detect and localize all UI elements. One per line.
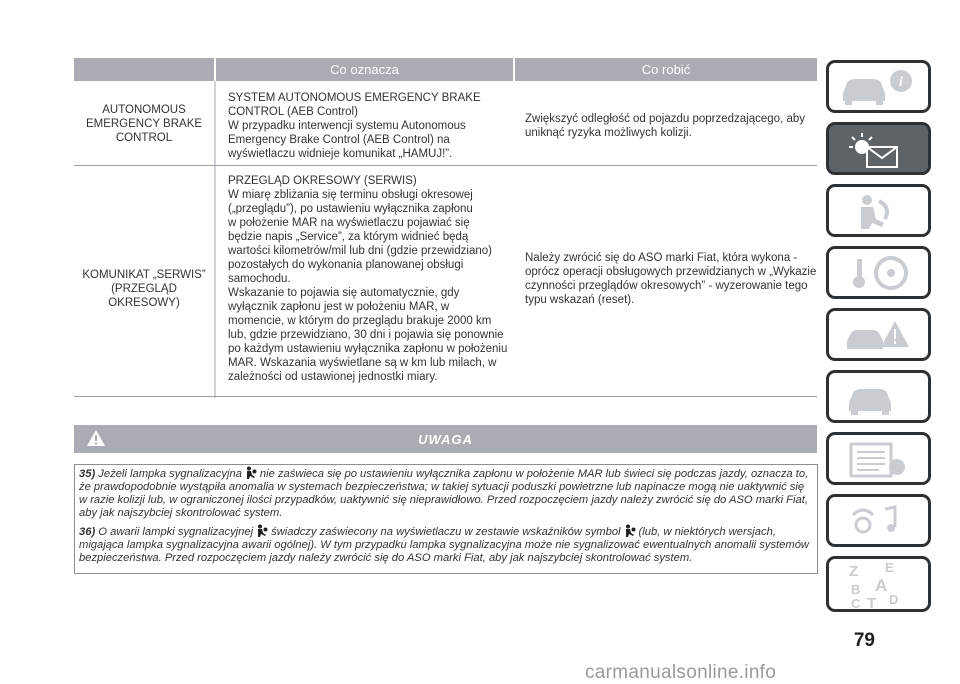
note-text-before: O awarii lampki sygnalizacyjnej [98, 526, 254, 538]
maintenance-icon [829, 373, 928, 420]
row-divider [74, 165, 817, 166]
tab-safety[interactable] [826, 184, 931, 237]
row-service-do: Należy zwrócić się do ASO marki Fiat, która wykona - oprócz operacji obsługowych przewidzianych w „Wykazie czynności przeglądów okresowych” - wyzerowanie tego typu wskazań (reset). [525, 252, 817, 306]
tab-car-info[interactable] [826, 60, 931, 113]
row-service-name: KOMUNIKAT „SERWIS” (PRZEGLĄD OKRESOWY) [82, 269, 206, 309]
note-text-before: Jeżeli lampka sygnalizacyjna [98, 468, 242, 480]
svg-text:i: i [899, 75, 903, 90]
table-header-do: Co robić [515, 58, 817, 81]
index-letter: D [889, 592, 899, 607]
table-header-blank [74, 58, 214, 81]
warning-lights-icon [829, 125, 928, 172]
page-number: 79 [853, 630, 875, 651]
note-text-after: (lub, w niektórych wersjach, migająca lampka sygnalizacyjna awarii ogólnej). W tym przypadku lampka sygnalizacyjna może nie sygnalizować ewentualnych anomalii systemów bezpieczeństwa. Przed rozpoczęciem jazdy należy zwrócić się do ASO marki Fiat, aby jak najszybciej skontrolować system. [79, 526, 810, 564]
tab-emergency[interactable] [826, 308, 931, 361]
row-aeb-do: Zwiększyć odległość od pojazdu poprzedzającego, aby uniknąć ryzyka możliwych kolizji. [525, 113, 805, 139]
tab-technical-data[interactable] [826, 432, 931, 485]
airbag-warning-icon [245, 466, 257, 480]
row-aeb-name: AUTONOMOUS EMERGENCY BRAKE CONTROL [85, 104, 203, 144]
tab-multimedia[interactable] [826, 494, 931, 547]
row-service-what: PRZEGLĄD OKRESOWY (SERWIS) W miarę zbliżania się terminu obsługi okresowej („przeglądu”), po ustawieniu wyłącznika zapłonu w położenie MAR na wyświetlaczu pojawiać się będzie napis „Service”, za którym widnieć będą wartości kilometrów/mil lub dni (gdzie przewidziano) pozostałych do wykonania planowanej obsługi samochodu. Wskazanie to pojawia się automatycznie, gdy wyłącznik zapłonu jest w położeniu MAR, w momencie, w którym do przeglądu brakuje 2000 km lub, gdzie przewidziano, 30 dni i pojawia się ponownie po każdym ustawieniu wyłącznika zapłonu w położeniu MAR. Wskazania wyświetlane są w km lub milach, w zależności od ustawionej jednostki miary. [228, 175, 508, 383]
warning-title: UWAGA [418, 431, 473, 447]
row-aeb-what: SYSTEM AUTONOMOUS EMERGENCY BRAKE CONTROL (AEB Control) W przypadku interwencji systemu Autonomous Emergency Brake Control (AEB Control) na wyświetlaczu widnieje komunikat „HAMUJ!”. [228, 92, 481, 160]
index-icon [829, 559, 928, 609]
table-header-what: Co oznacza [216, 58, 513, 81]
tab-starting-driving[interactable] [826, 246, 931, 299]
index-letter: Z [849, 563, 859, 580]
note-number: 36) [79, 526, 96, 538]
warning-note-36 [79, 524, 813, 565]
index-letter: B [851, 582, 861, 597]
airbag-warning-icon [256, 524, 268, 538]
note-text-after: nie zaświeca się po ustawieniu wyłącznika zapłonu w położenie MAR lub świeci się podczas jazdy, oznacza to, że prawdopodobnie wystąpiła anomalia w systemach bezpieczeństwa; w takiej sytuacji poduszki powietrzne lub napinacze mogą nie uaktywnić się w razie kolizji lub, w ograniczonej ilości przypadków, uaktywnić się nieprawidłowo. Przed rozpoczęciem jazdy należy zwrócić się do ASO marki Fiat, aby jak najszybciej skontrolować system. [79, 468, 809, 519]
airbag-symbol-icon [624, 524, 636, 538]
technical-data-icon [829, 435, 928, 482]
emergency-icon [829, 311, 928, 358]
multimedia-icon [829, 497, 928, 544]
tab-maintenance[interactable] [826, 370, 931, 423]
watermark: carmanualsonline.info [585, 662, 777, 683]
note-number: 35) [79, 468, 96, 480]
warning-note-35 [79, 466, 813, 520]
tab-index[interactable] [826, 556, 931, 612]
table-bottom-line [74, 396, 817, 397]
safety-icon [829, 187, 928, 234]
index-letter: C [851, 596, 861, 609]
starting-driving-icon [829, 249, 928, 296]
column-divider [214, 81, 216, 398]
note-text-middle: świadczy zaświecony na wyświetlaczu w zestawie wskaźników symbol [271, 526, 621, 538]
index-letter: T [867, 595, 877, 609]
tab-warning-lights[interactable] [826, 122, 931, 175]
index-letter: A [875, 576, 888, 595]
index-letter: E [885, 560, 894, 575]
car-info-icon [829, 63, 928, 110]
